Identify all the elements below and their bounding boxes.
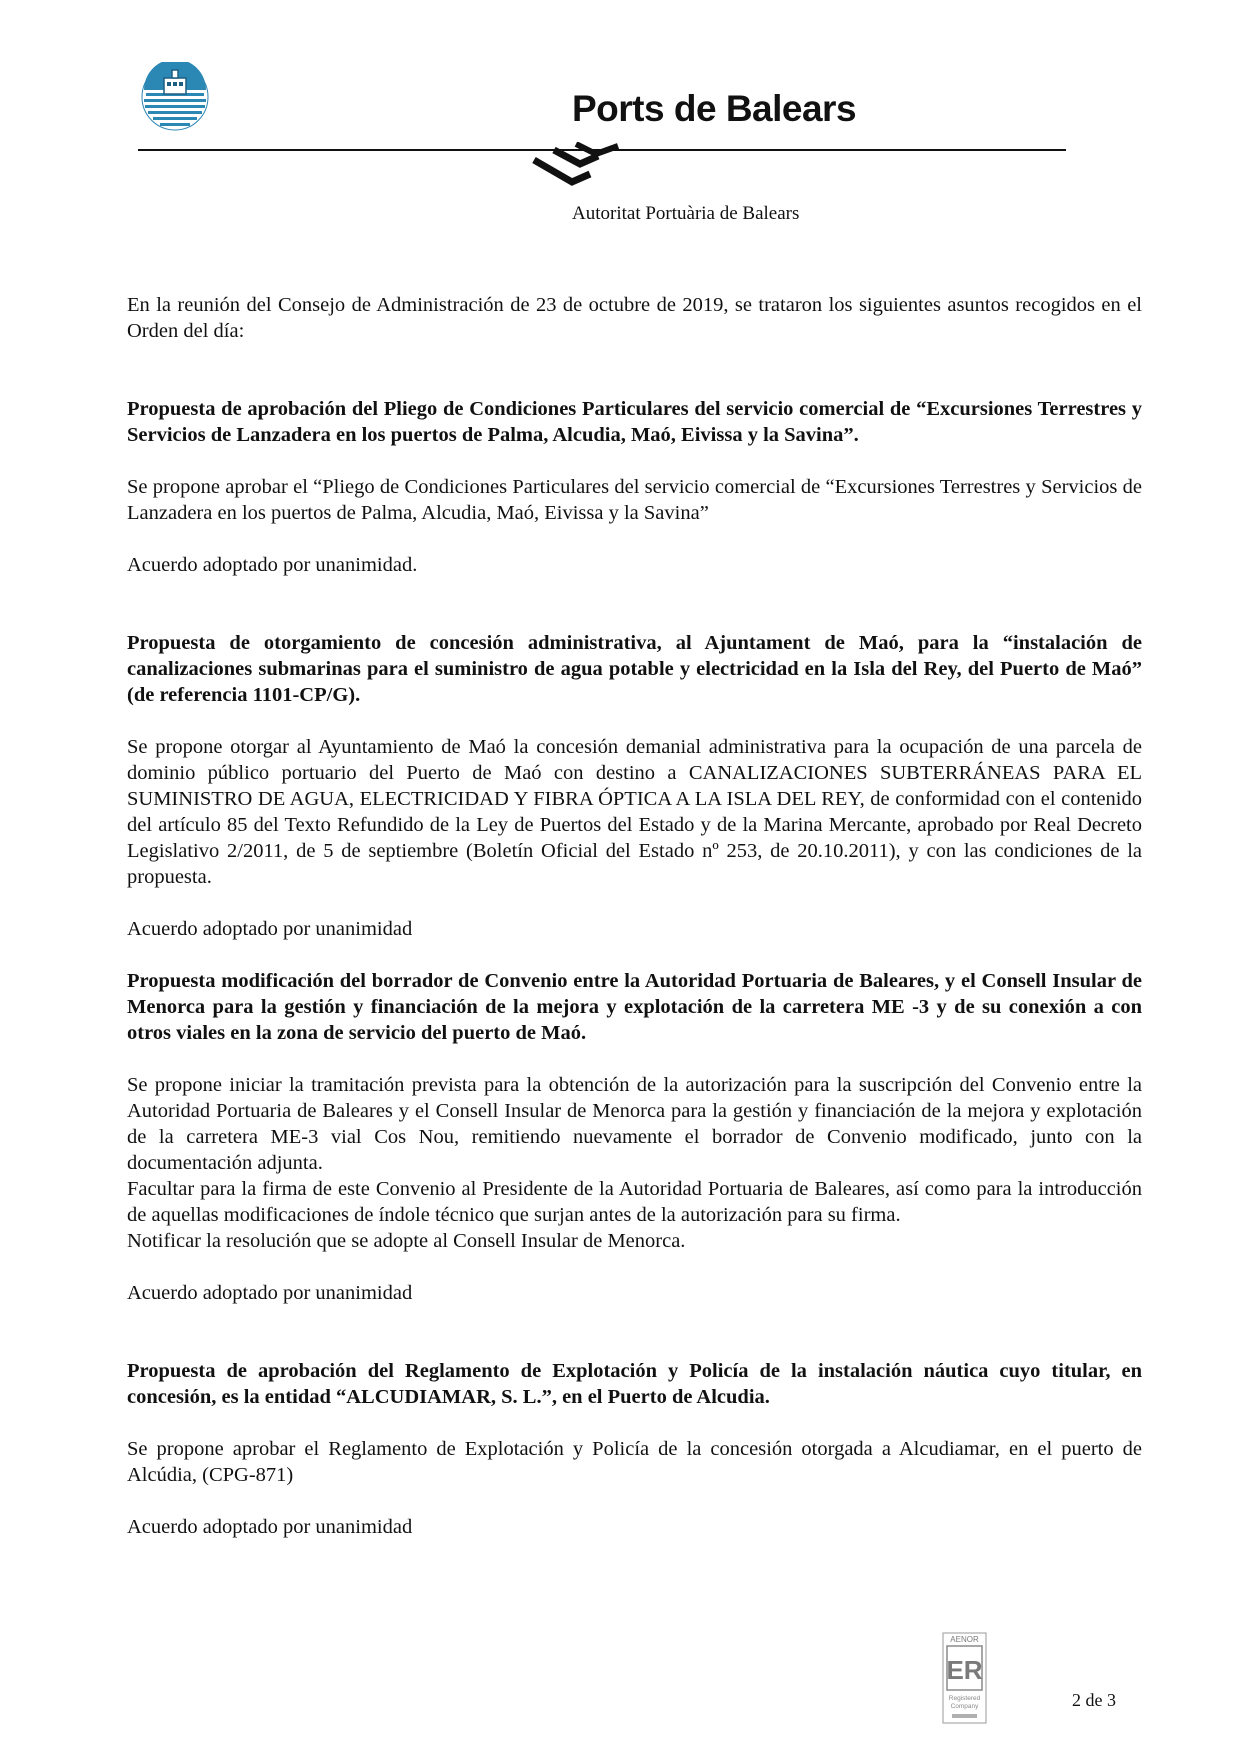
- ports-balears-wave-mark-icon: [532, 142, 622, 188]
- agenda-item-paragraph: Se propone aprobar el Reglamento de Explotación y Policía de la concesión otorgada a Alcudiamar, en el puerto de Alcúdia, (CPG-871): [127, 1438, 1142, 1486]
- agenda-item-title: Propuesta de aprobación del Reglamento de Explotación y Policía de la instalación náutica cuyo titular, en concesión, es la entidad “ALCUDIAMAR, S. L.”, en el Puerto de Alcudia.: [127, 1360, 1142, 1408]
- document-body: [127, 292, 1142, 1540]
- agreement-note: Acuerdo adoptado por unanimidad.: [127, 554, 418, 576]
- ports-balears-emblem-icon: [140, 62, 210, 132]
- authority-subtitle: Autoritat Portuària de Balears: [572, 203, 800, 224]
- page-number: 2 de 3: [1072, 1690, 1116, 1710]
- agreement-note: Acuerdo adoptado por unanimidad: [127, 1516, 413, 1538]
- svg-text:ER: ER: [946, 1655, 983, 1685]
- svg-text:Registered: Registered: [948, 1695, 981, 1702]
- agenda-item-title: Propuesta de otorgamiento de concesión administrativa, al Ajuntament de Maó, para la “instalación de canalizaciones submarinas para el suministro de agua potable y electricidad en la Isla del Rey, del Puerto de Maó” (de referencia 1101-CP/G).: [127, 632, 1142, 706]
- agenda-item-paragraph: Se propone aprobar el “Pliego de Condiciones Particulares del servicio comercial de “Excursiones Terrestres y Servicios de Lanzadera en los puertos de Palma, Alcudia, Maó, Eivissa y la Savina”: [127, 476, 1142, 524]
- aenor-certification-icon: [942, 1632, 987, 1724]
- agenda-item-paragraph: Notificar la resolución que se adopte al Consell Insular de Menorca.: [127, 1230, 686, 1252]
- agreement-note: Acuerdo adoptado por unanimidad: [127, 918, 413, 940]
- agenda-item-paragraph: Se propone iniciar la tramitación prevista para la obtención de la autorización para la suscripción del Convenio entre la Autoridad Portuaria de Baleares y el Consell Insular de Menorca para la gestión y financiación de la mejora y explotación de la carretera ME-3 vial Cos Nou, remitiendo nuevamente el borrador de Convenio modificado, junto con la documentación adjunta.: [127, 1074, 1142, 1174]
- svg-text:AENOR: AENOR: [950, 1635, 979, 1644]
- intro-paragraph: En la reunión del Consejo de Administración de 23 de octubre de 2019, se trataron los siguientes asuntos recogidos en el Orden del día:: [127, 294, 1142, 342]
- agreement-note: Acuerdo adoptado por unanimidad: [127, 1282, 413, 1304]
- agenda-item-title: Propuesta de aprobación del Pliego de Condiciones Particulares del servicio comercial de “Excursiones Terrestres y Servicios de Lanzadera en los puertos de Palma, Alcudia, Maó, Eivissa y la Savina”.: [127, 398, 1142, 446]
- agenda-item-title: Propuesta modificación del borrador de Convenio entre la Autoridad Portuaria de Baleares, y el Consell Insular de Menorca para la gestión y financiación de la mejora y explotación de la carretera ME -3 y de su conexión a con otros viales en la zona de servicio del puerto de Maó.: [127, 970, 1142, 1044]
- agenda-item-paragraph: Facultar para la firma de este Convenio al Presidente de la Autoridad Portuaria de Baleares, así como para la introducción de aquellas modificaciones de índole técnico que surjan antes de la autorización para su firma.: [127, 1178, 1142, 1226]
- org-title: Ports de Balears: [572, 88, 857, 129]
- agenda-item-paragraph: Se propone otorgar al Ayuntamiento de Maó la concesión demanial administrativa para la ocupación de una parcela de dominio público portuario del Puerto de Maó con destino a CANALIZACIONES SUBTERRÁNEAS PARA EL SUMINISTRO DE AGUA, ELECTRICIDAD Y FIBRA ÓPTICA A LA ISLA DEL REY, de conformidad con el contenido del artículo 85 del Texto Refundido de la Ley de Puertos del Estado y de la Marina Mercante, aprobado por Real Decreto Legislativo 2/2011, de 5 de septiembre (Boletín Oficial del Estado nº 253, de 20.10.2011), y con las condiciones de la propuesta.: [127, 736, 1142, 888]
- svg-text:Company: Company: [950, 1703, 979, 1710]
